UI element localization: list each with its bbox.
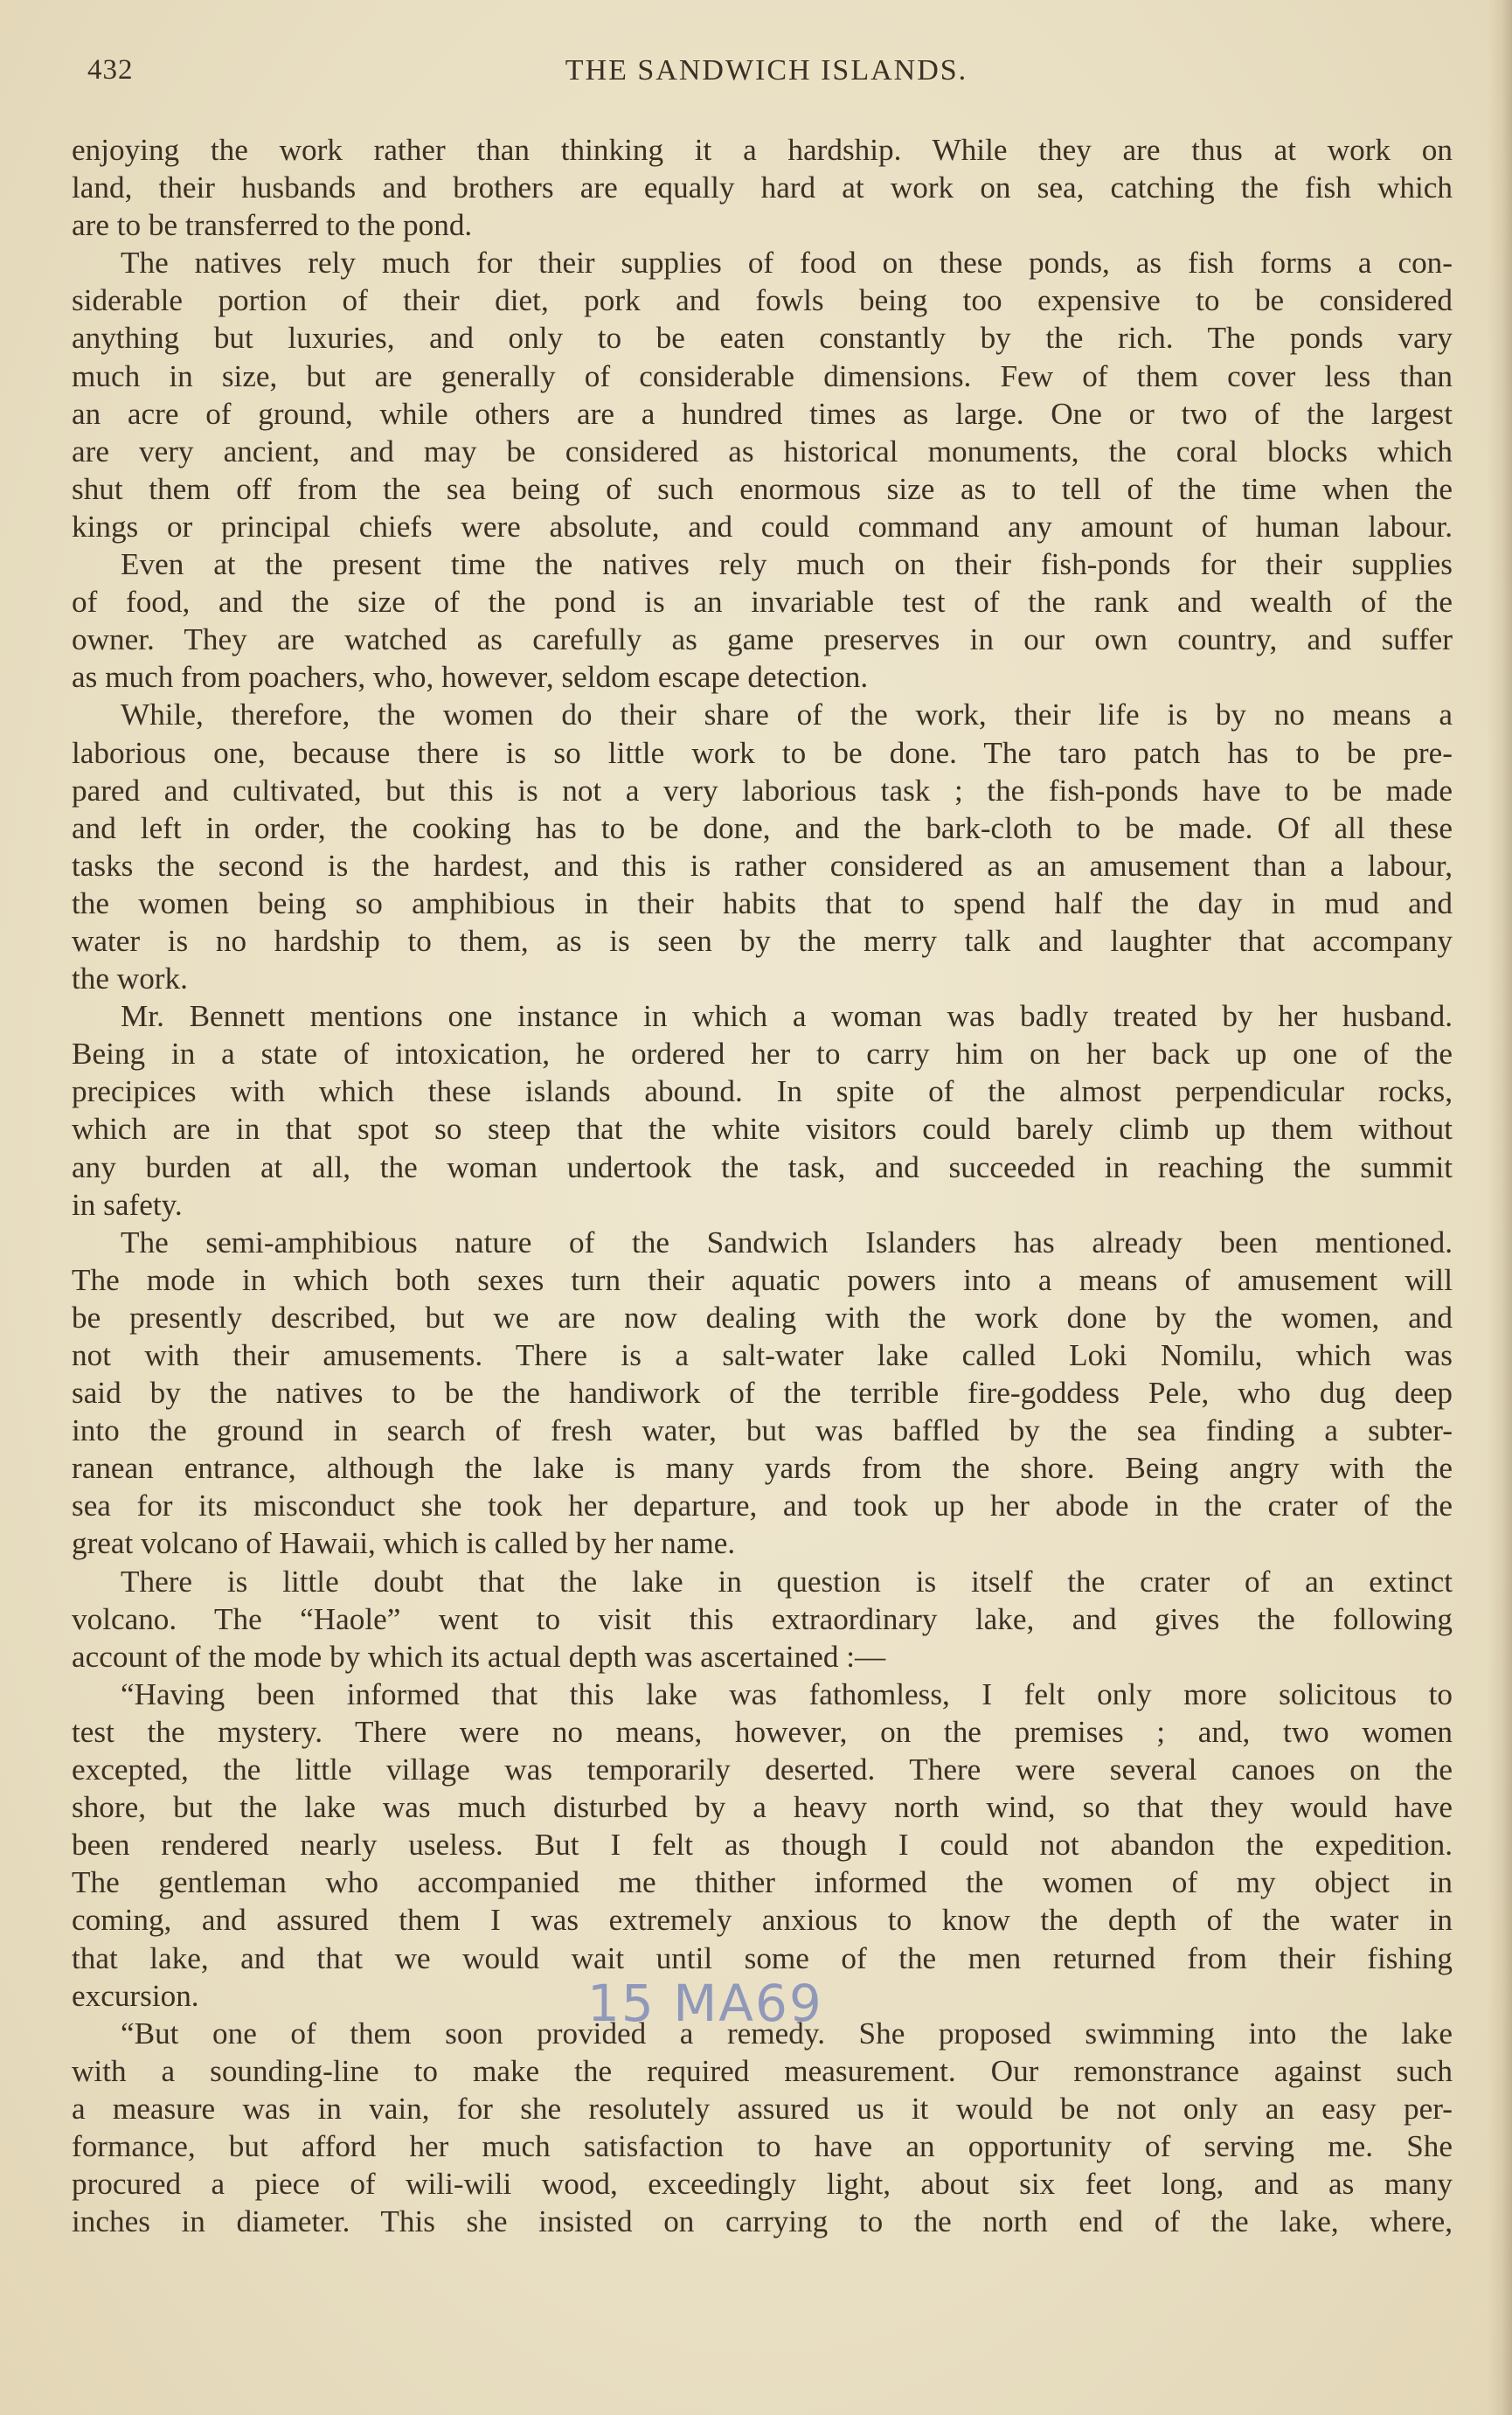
text-line: volcano. The “Haole” went to visit this extraordinary lake, and gives the following (72, 1601, 1453, 1636)
text-line: a measure was in vain, for she resolutely assured us it would be not only an easy per- (72, 2091, 1453, 2126)
page-number: 432 (87, 54, 134, 86)
text-line: land, their husbands and brothers are equally hard at work on sea, catching the fish which (72, 170, 1453, 205)
text-line: that lake, and that we would wait until some of the men returned from their fishing (72, 1940, 1453, 1975)
text-line: the women being so amphibious in their habits that to spend half the day in mud and (72, 885, 1453, 920)
text-line: in safety. (72, 1187, 183, 1222)
text-line: “Having been informed that this lake was fathomless, I felt only more solicitous to (121, 1676, 1453, 1711)
text-line: are to be transferred to the pond. (72, 208, 473, 243)
text-line: and left in order, the cooking has to be done, and the bark-cloth to be made. Of all these (72, 810, 1453, 845)
text-line: Being in a state of intoxication, he ordered her to carry him on her back up one of the (72, 1037, 1453, 1072)
text-line: shore, but the lake was much disturbed by a heavy north wind, so that they would have (72, 1790, 1453, 1825)
text-line: be presently described, but we are now dealing with the work done by the women, and (72, 1300, 1453, 1335)
text-line: water is no hardship to them, as is seen by the merry talk and laughter that accompany (72, 923, 1453, 958)
text-line: been rendered nearly useless. But I felt as though I could not abandon the expedition. (72, 1828, 1453, 1863)
text-line: into the ground in search of fresh water, but was baffled by the sea finding a subter- (72, 1413, 1453, 1448)
text-line: not with their amusements. There is a salt-water lake called Loki Nomilu, which was (72, 1338, 1453, 1372)
text-line: There is little doubt that the lake in question is itself the crater of an extinct (121, 1564, 1453, 1599)
body-text (72, 131, 1453, 2240)
text-line: shut them off from the sea being of such enormous size as to tell of the time when the (72, 471, 1453, 506)
text-line: coming, and assured them I was extremely anxious to know the depth of the water in (72, 1903, 1453, 1938)
text-line: precipices with which these islands abound. In spite of the almost perpendicular rocks, (72, 1074, 1453, 1109)
text-line: The gentleman who accompanied me thither informed the women of my object in (72, 1865, 1453, 1900)
text-line: an acre of ground, while others are a hundred times as large. One or two of the largest (72, 396, 1453, 431)
text-line: with a sounding-line to make the required measurement. Our remonstrance against such (72, 2053, 1453, 2088)
text-line: siderable portion of their diet, pork and fowls being too expensive to be considered (72, 283, 1453, 318)
text-line: inches in diameter. This she insisted on carrying to the north end of the lake, where, (72, 2204, 1453, 2239)
text-line: any burden at all, the woman undertook the task, and succeeded in reaching the summit (72, 1149, 1453, 1184)
text-line: Even at the present time the natives rely much on their fish-ponds for their supplies (121, 547, 1453, 582)
text-line: pared and cultivated, but this is not a very laborious task ; the fish-ponds have to be made (72, 773, 1453, 808)
text-line: said by the natives to be the handiwork of the terrible fire-goddess Pele, who dug deep (72, 1376, 1453, 1411)
page-header (72, 51, 1461, 103)
text-line: owner. They are watched as carefully as game preserves in our own country, and suffer (72, 622, 1453, 657)
page-binding-shadow (1488, 0, 1512, 2415)
text-line: of food, and the size of the pond is an invariable test of the rank and wealth of the (72, 585, 1453, 620)
text-line: procured a piece of wili-wili wood, exceedingly light, about six feet long, and as many (72, 2167, 1453, 2202)
text-line: tasks the second is the hardest, and this is rather considered as an amusement than a labour, (72, 848, 1453, 883)
text-line: test the mystery. There were no means, however, on the premises ; and, two women (72, 1714, 1453, 1749)
text-line: great volcano of Hawaii, which is called by her name. (72, 1526, 736, 1561)
text-line: sea for its misconduct she took her departure, and took up her abode in the crater of the (72, 1489, 1453, 1523)
text-line: anything but luxuries, and only to be eaten constantly by the rich. The ponds vary (72, 321, 1453, 356)
text-line: excursion. (72, 1978, 199, 2013)
text-line: are very ancient, and may be considered as historical monuments, the coral blocks which (72, 434, 1453, 468)
text-line: kings or principal chiefs were absolute, and could command any amount of human labour. (72, 509, 1453, 544)
running-title: THE SANDWICH ISLANDS. (565, 54, 968, 87)
text-line: The semi-amphibious nature of the Sandwich Islanders has already been mentioned. (121, 1225, 1453, 1260)
text-line: which are in that spot so steep that the white visitors could barely climb up them without (72, 1112, 1453, 1147)
text-line: excepted, the little village was temporarily deserted. There were several canoes on the (72, 1752, 1453, 1787)
text-line: “But one of them soon provided a remedy. She proposed swimming into the lake (121, 2016, 1453, 2051)
text-line: ranean entrance, although the lake is many yards from the shore. Being angry with the (72, 1451, 1453, 1486)
text-line: While, therefore, the women do their share of the work, their life is by no means a (121, 697, 1453, 732)
text-line: account of the mode by which its actual depth was ascertained :— (72, 1639, 886, 1674)
text-line: the work. (72, 961, 188, 996)
text-line: much in size, but are generally of considerable dimensions. Few of them cover less than (72, 358, 1453, 393)
text-line: formance, but afford her much satisfaction to have an opportunity of serving me. She (72, 2128, 1453, 2163)
text-line: as much from poachers, who, however, seldom escape detection. (72, 660, 869, 695)
text-line: The natives rely much for their supplies of food on these ponds, as fish forms a con- (121, 246, 1453, 281)
text-line: The mode in which both sexes turn their aquatic powers into a means of amusement will (72, 1262, 1453, 1297)
text-line: Mr. Bennett mentions one instance in which a woman was badly treated by her husband. (121, 999, 1453, 1034)
library-stamp: 15 MA69 (587, 1974, 823, 2033)
text-line: enjoying the work rather than thinking it a hardship. While they are thus at work on (72, 133, 1453, 167)
text-line: laborious one, because there is so little work to be done. The taro patch has to be pre- (72, 735, 1453, 770)
